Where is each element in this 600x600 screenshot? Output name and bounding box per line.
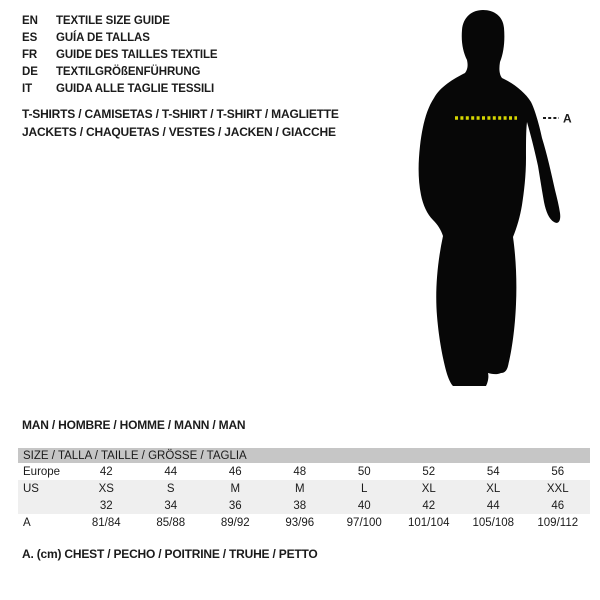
man-silhouette-svg (413, 6, 598, 396)
size-table-cell: 34 (139, 497, 204, 514)
size-table-cell: 52 (422, 465, 436, 478)
size-table-cell: 89/92 (220, 516, 250, 529)
size-table-cell: 40 (332, 497, 397, 514)
language-text: GUIDE DES TAILLES TEXTILE (56, 49, 218, 61)
language-row (22, 81, 218, 98)
size-table-row-label: Europe (23, 465, 61, 478)
language-text: GUIDA ALLE TAGLIE TESSILI (56, 83, 215, 95)
size-table-cell: 105/108 (472, 516, 515, 529)
size-table-row-label: US (18, 480, 74, 497)
language-code: FR (22, 49, 38, 61)
footnote: A. (cm) CHEST / PECHO / POITRINE / TRUHE / PETTO (22, 547, 318, 561)
language-list (22, 13, 218, 98)
language-row (22, 64, 218, 81)
size-table-cell: 109/112 (537, 516, 579, 529)
size-table-cell: 44 (164, 465, 178, 478)
language-code: IT (22, 83, 33, 95)
size-table-cell: 50 (357, 465, 371, 478)
language-code: EN (22, 15, 38, 27)
size-table-cell: 54 (486, 465, 500, 478)
size-table-cell: 42 (397, 497, 462, 514)
size-table-row (18, 514, 590, 531)
size-table-cell: XL (461, 480, 526, 497)
size-table-cell: 85/88 (156, 516, 186, 529)
size-table-cell: 32 (74, 497, 139, 514)
language-text: TEXTILGRÖßENFÜHRUNG (56, 66, 201, 78)
size-table-row (18, 497, 590, 514)
size-table-cell: S (139, 480, 204, 497)
language-code: ES (22, 32, 38, 44)
language-code: DE (22, 66, 38, 78)
size-table-cell: 44 (461, 497, 526, 514)
size-table-header-row (18, 448, 590, 463)
size-table-row-label (18, 497, 74, 514)
language-row (22, 47, 218, 64)
language-text: GUÍA DE TALLAS (56, 32, 150, 44)
measure-label-a: A (563, 111, 572, 126)
size-table-row (18, 463, 590, 480)
size-table-cell: 38 (268, 497, 333, 514)
category-lines (22, 105, 339, 141)
size-table-cell: XL (397, 480, 462, 497)
man-silhouette (419, 10, 561, 386)
size-table-cell: 97/100 (346, 516, 382, 529)
size-table-cell: 46 (526, 497, 591, 514)
size-table-cell: 36 (203, 497, 268, 514)
size-table-cell: 46 (228, 465, 242, 478)
category-line: JACKETS / CHAQUETAS / VESTES / JACKEN / GIACCHE (22, 125, 336, 139)
size-table-cell: M (268, 480, 333, 497)
size-table-cell: 48 (293, 465, 307, 478)
size-table-header-cell: SIZE / TALLA / TAILLE / GRÖSSE / TAGLIA (18, 448, 590, 463)
size-table-cell: 81/84 (91, 516, 121, 529)
size-table-cell: XXL (526, 480, 591, 497)
size-table-cell: 56 (551, 465, 565, 478)
category-line: T-SHIRTS / CAMISETAS / T-SHIRT / T-SHIRT / MAGLIETTE (22, 107, 339, 121)
size-table-row-label: A (23, 516, 31, 529)
size-table-cell: 101/104 (407, 516, 450, 529)
size-table-cell: 93/96 (285, 516, 315, 529)
size-table (18, 448, 590, 531)
size-table-row (18, 480, 590, 497)
language-text: TEXTILE SIZE GUIDE (56, 15, 170, 27)
language-row (22, 13, 218, 30)
section-title: MAN / HOMBRE / HOMME / MANN / MAN (22, 418, 246, 432)
language-row (22, 30, 218, 47)
size-table-cell: L (332, 480, 397, 497)
man-silhouette-figure (413, 6, 598, 396)
size-table-cell: 42 (99, 465, 113, 478)
size-table-cell: M (203, 480, 268, 497)
size-table-cell: XS (74, 480, 139, 497)
